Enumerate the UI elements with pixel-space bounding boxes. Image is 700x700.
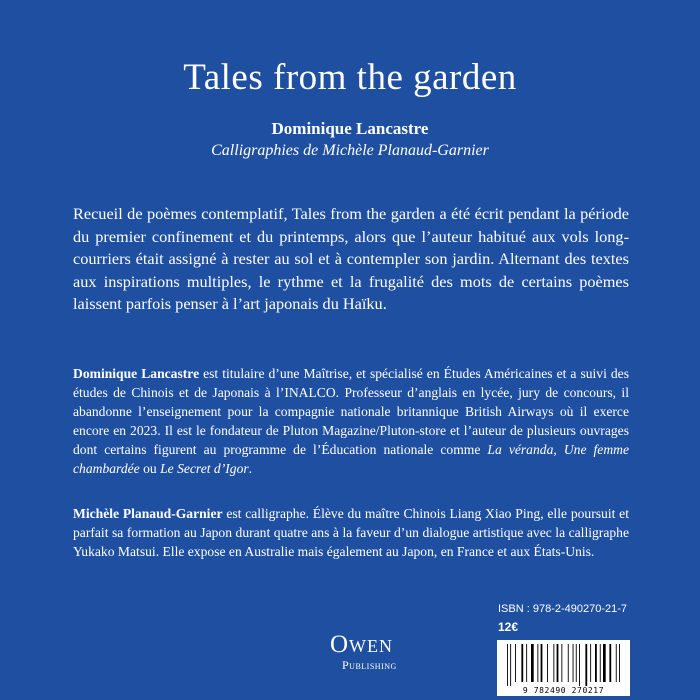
barcode-bar bbox=[576, 644, 577, 682]
barcode-bar bbox=[573, 644, 574, 682]
barcode-bar bbox=[603, 644, 606, 682]
author-work-1: La véranda bbox=[487, 442, 554, 457]
barcode-bar bbox=[600, 644, 601, 682]
calligraphy-credit: Calligraphies de Michèle Planaud-Garnier bbox=[211, 142, 489, 159]
author-bio-sep-1: , bbox=[553, 442, 564, 457]
author-bio-end: . bbox=[248, 461, 253, 476]
author-work-2: Une femme chambardée bbox=[73, 442, 629, 476]
barcode-bar bbox=[609, 644, 611, 682]
artist-bio-name: Michèle Planaud-Garnier bbox=[73, 506, 223, 521]
barcode-bar bbox=[507, 644, 508, 686]
barcode-bar bbox=[526, 644, 527, 682]
barcode-bar bbox=[568, 644, 569, 682]
barcode-bar bbox=[531, 644, 534, 682]
author-bio-name: Dominique Lancastre bbox=[73, 366, 200, 381]
barcode-bar bbox=[547, 644, 548, 682]
barcode-bar bbox=[515, 644, 516, 682]
author-bio-text: est titulaire d’une Maîtrise, et spécialisé en Études Américaines et a suivi des études de Chinois et de Japonais à l’INALCO. Professeur d’anglais en lycée, jury de concours, il abandonne l’enseignement pour la compagnie nationale britannique British Airways où il exerce encore en 2023. Il est le fondateur de Pluton Magazine/Pluton-store et l’auteur de plusieurs ouvrages dont certains figurent au programme de l’Éducation nationale comme bbox=[73, 366, 630, 457]
book-title: Tales from the garden bbox=[183, 57, 517, 98]
publisher-logo bbox=[330, 632, 440, 673]
barcode-bar bbox=[561, 644, 562, 682]
artist-bio-text: est calligraphe. Élève du maître Chinois Liang Xiao Ping, elle poursuit et parfait sa formation au Japon durant quatre ans à la faveur d’un dialogue artistique avec la calligraphe Yukako Matsui. Elle expose en Australie mais également au Japon, en France et aux États-Unis. bbox=[73, 506, 629, 559]
barcode-bar bbox=[585, 644, 587, 686]
author-name: Dominique Lancastre bbox=[271, 119, 429, 138]
barcode-bar bbox=[616, 644, 617, 682]
barcode-bar bbox=[537, 644, 538, 682]
barcode-bar bbox=[521, 644, 523, 682]
barcode-bar bbox=[553, 644, 554, 682]
book-blurb: Recueil de poèmes contemplatif, Tales from the garden a été écrit pendant la période du premier confinement et du printemps, alors que l’auteur habitué aux vols long-courriers était assigné à rester au sol et à contempler son jardin. Alternant des textes aux inspirations multiples, le rythme et la frugalité des mots de certains poèmes laissent parfois penser à l’art japonais du Haïku. bbox=[73, 204, 629, 313]
author-work-3: Le Secret d’Igor bbox=[160, 461, 249, 476]
author-bio bbox=[73, 364, 629, 478]
artist-bio bbox=[73, 504, 629, 561]
author-bio-sep-2: ou bbox=[139, 461, 161, 476]
barcode-bar bbox=[510, 644, 511, 686]
barcode-bar bbox=[619, 644, 620, 682]
price-label: 12€ bbox=[498, 620, 519, 634]
publisher-subtitle: Publishing bbox=[342, 658, 397, 672]
barcode-bar bbox=[590, 644, 591, 682]
barcode-bar bbox=[541, 644, 543, 682]
barcode-bar bbox=[595, 644, 597, 682]
barcode-bar bbox=[579, 644, 580, 686]
publisher-name: Owen bbox=[330, 631, 394, 658]
isbn-label: ISBN : 978-2-490270-21-7 bbox=[498, 603, 628, 615]
barcode-bar bbox=[557, 644, 559, 682]
barcode-icon bbox=[505, 644, 622, 686]
barcode bbox=[497, 640, 630, 696]
barcode-digits: 9 782490 270217 bbox=[522, 686, 605, 695]
